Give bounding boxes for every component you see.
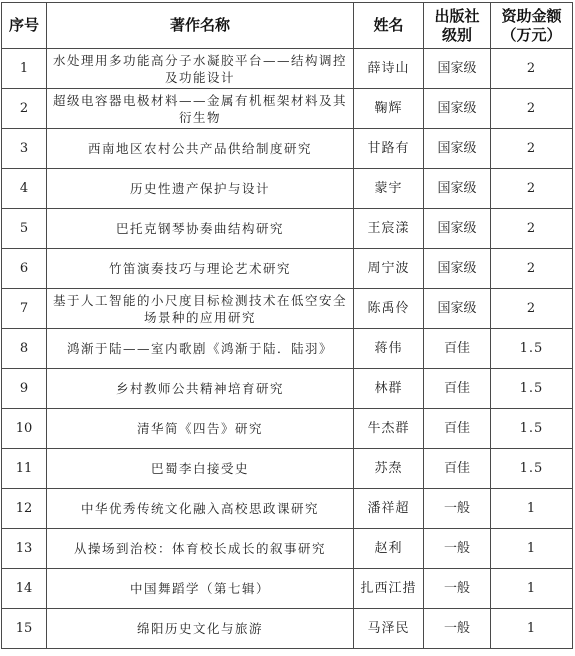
cell-author: 陈禹伶 xyxy=(354,289,424,329)
cell-title: 竹笛演奏技巧与理论艺术研究 xyxy=(47,249,354,289)
cell-level: 百佳 xyxy=(424,409,491,449)
cell-title: 清华简《四告》研究 xyxy=(47,409,354,449)
cell-amount: 2 xyxy=(491,209,573,249)
cell-title: 巴托克钢琴协奏曲结构研究 xyxy=(47,209,354,249)
cell-index: 13 xyxy=(2,529,47,569)
cell-title: 历史性遗产保护与设计 xyxy=(47,169,354,209)
cell-amount: 1 xyxy=(491,569,573,609)
cell-author: 马泽民 xyxy=(354,609,424,649)
header-amount xyxy=(491,3,573,49)
cell-index: 8 xyxy=(2,329,47,369)
cell-title: 基于人工智能的小尺度目标检测技术在低空安全场景种的应用研究 xyxy=(47,289,354,329)
cell-amount: 2 xyxy=(491,49,573,89)
cell-level: 国家级 xyxy=(424,209,491,249)
cell-title: 乡村教师公共精神培育研究 xyxy=(47,369,354,409)
cell-level: 国家级 xyxy=(424,249,491,289)
cell-amount: 1 xyxy=(491,489,573,529)
cell-title: 中华优秀传统文化融入高校思政课研究 xyxy=(47,489,354,529)
cell-amount: 1 xyxy=(491,609,573,649)
cell-amount: 1.5 xyxy=(491,369,573,409)
table-row xyxy=(2,489,573,529)
cell-index: 6 xyxy=(2,249,47,289)
table-row xyxy=(2,329,573,369)
table-body xyxy=(2,49,573,649)
header-level xyxy=(424,3,491,49)
cell-level: 国家级 xyxy=(424,89,491,129)
table-row xyxy=(2,49,573,89)
cell-amount: 1.5 xyxy=(491,449,573,489)
cell-level: 一般 xyxy=(424,569,491,609)
table-row xyxy=(2,369,573,409)
cell-author: 苏焘 xyxy=(354,449,424,489)
cell-index: 12 xyxy=(2,489,47,529)
cell-title: 绵阳历史文化与旅游 xyxy=(47,609,354,649)
cell-title: 巴蜀李白接受史 xyxy=(47,449,354,489)
header-row xyxy=(2,3,573,49)
cell-amount: 2 xyxy=(491,249,573,289)
cell-index: 7 xyxy=(2,289,47,329)
header-level-line1: 出版社 xyxy=(434,6,480,25)
cell-author: 蒙宇 xyxy=(354,169,424,209)
cell-level: 国家级 xyxy=(424,289,491,329)
cell-amount: 1.5 xyxy=(491,329,573,369)
header-level-line2: 级别 xyxy=(441,25,472,44)
table-row xyxy=(2,129,573,169)
cell-amount: 2 xyxy=(491,89,573,129)
header-title: 著作名称 xyxy=(47,3,354,49)
cell-title: 水处理用多功能高分子水凝胶平台——结构调控及功能设计 xyxy=(47,49,354,89)
cell-index: 15 xyxy=(2,609,47,649)
cell-level: 百佳 xyxy=(424,449,491,489)
cell-index: 2 xyxy=(2,89,47,129)
cell-index: 1 xyxy=(2,49,47,89)
cell-author: 牛杰群 xyxy=(354,409,424,449)
cell-author: 蒋伟 xyxy=(354,329,424,369)
cell-level: 一般 xyxy=(424,609,491,649)
cell-level: 国家级 xyxy=(424,129,491,169)
cell-author: 王宸漾 xyxy=(354,209,424,249)
cell-author: 赵利 xyxy=(354,529,424,569)
cell-amount: 2 xyxy=(491,289,573,329)
cell-author: 鞠辉 xyxy=(354,89,424,129)
cell-author: 潘祥超 xyxy=(354,489,424,529)
cell-level: 国家级 xyxy=(424,49,491,89)
table-row xyxy=(2,449,573,489)
cell-index: 11 xyxy=(2,449,47,489)
table-row xyxy=(2,289,573,329)
cell-index: 5 xyxy=(2,209,47,249)
table-row xyxy=(2,89,573,129)
cell-level: 一般 xyxy=(424,529,491,569)
cell-title: 从操场到治校：体育校长成长的叙事研究 xyxy=(47,529,354,569)
header-author: 姓名 xyxy=(354,3,424,49)
cell-author: 林群 xyxy=(354,369,424,409)
cell-title: 西南地区农村公共产品供给制度研究 xyxy=(47,129,354,169)
cell-author: 扎西江措 xyxy=(354,569,424,609)
header-index: 序号 xyxy=(2,3,47,49)
cell-author: 甘路有 xyxy=(354,129,424,169)
cell-level: 一般 xyxy=(424,489,491,529)
cell-index: 4 xyxy=(2,169,47,209)
table-row xyxy=(2,209,573,249)
cell-index: 14 xyxy=(2,569,47,609)
cell-amount: 1 xyxy=(491,529,573,569)
cell-index: 3 xyxy=(2,129,47,169)
cell-title: 超级电容器电极材料——金属有机框架材料及其衍生物 xyxy=(47,89,354,129)
table-row xyxy=(2,169,573,209)
table-row xyxy=(2,609,573,649)
cell-title: 鸿渐于陆——室内歌剧《鸿渐于陆．陆羽》 xyxy=(47,329,354,369)
cell-amount: 2 xyxy=(491,169,573,209)
header-amount-line1: 资助金额 xyxy=(501,6,562,25)
cell-index: 9 xyxy=(2,369,47,409)
cell-level: 百佳 xyxy=(424,329,491,369)
cell-author: 周宁波 xyxy=(354,249,424,289)
table-row xyxy=(2,249,573,289)
cell-level: 国家级 xyxy=(424,169,491,209)
cell-amount: 1.5 xyxy=(491,409,573,449)
cell-amount: 2 xyxy=(491,129,573,169)
cell-index: 10 xyxy=(2,409,47,449)
table-row xyxy=(2,409,573,449)
cell-level: 百佳 xyxy=(424,369,491,409)
funding-table xyxy=(1,2,573,649)
cell-title: 中国舞蹈学（第七辑） xyxy=(47,569,354,609)
table-row xyxy=(2,569,573,609)
cell-author: 薛诗山 xyxy=(354,49,424,89)
header-amount-line2: （万元） xyxy=(501,25,562,44)
table-row xyxy=(2,529,573,569)
